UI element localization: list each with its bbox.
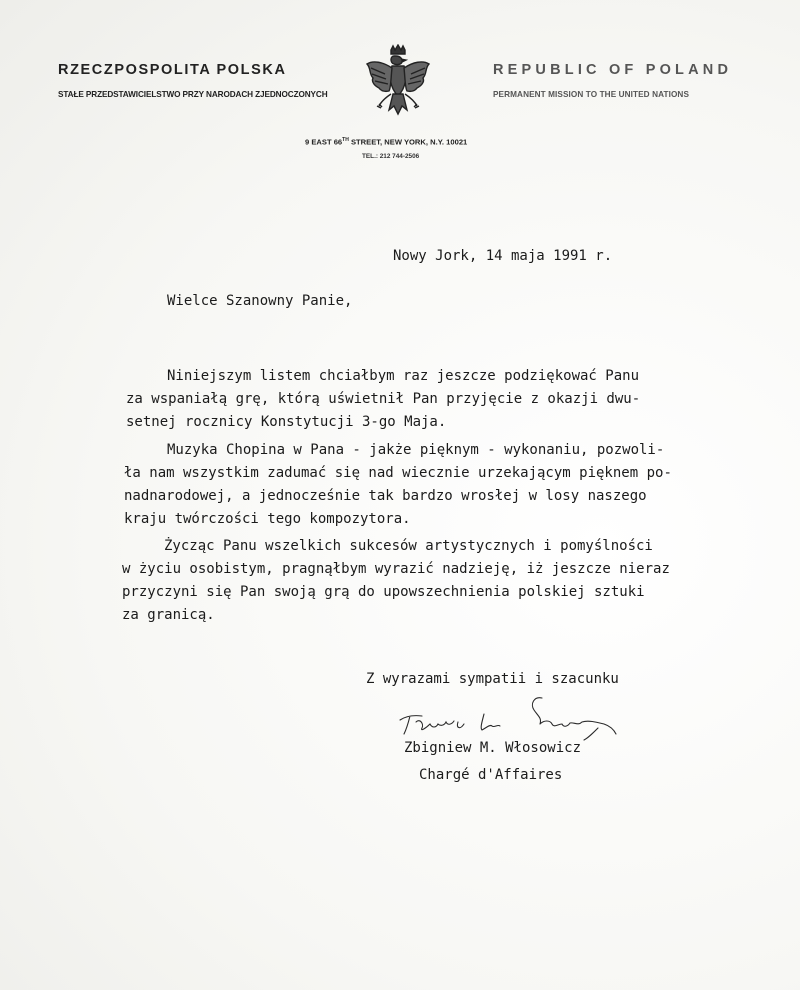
letter-date: Nowy Jork, 14 maja 1991 r.: [393, 248, 613, 264]
letterhead-left: [58, 62, 328, 99]
body-line: setnej rocznicy Konstytucji 3-go Maja.: [126, 414, 447, 430]
letterhead-right-subtitle: PERMANENT MISSION TO THE UNITED NATIONS: [493, 90, 690, 99]
letterhead-phone: TEL.: 212 744-2506: [362, 153, 420, 160]
body-line: nadnarodowej, a jednocześnie tak bardzo wrosłej w losy naszego: [124, 488, 647, 504]
letterhead-right-title: REPUBLIC OF POLAND: [493, 62, 733, 78]
body-line: Muzyka Chopina w Pana - jakże pięknym - wykonaniu, pozwoli-: [167, 442, 665, 458]
signer-title: Chargé d'Affaires: [419, 767, 563, 783]
body-line: za granicą.: [122, 607, 215, 623]
letterhead-left-subtitle: STAŁE PRZEDSTAWICIELSTWO PRZY NARODACH ZJEDNOCZONYCH: [58, 90, 328, 99]
handwritten-signature-icon: [392, 688, 632, 748]
polish-eagle-icon: [363, 44, 433, 120]
address-street: STREET, NEW YORK, N.Y. 10021: [348, 137, 468, 147]
signer-name: Zbigniew M. Włosowicz: [404, 740, 582, 756]
letter-salutation: Wielce Szanowny Panie,: [167, 293, 353, 309]
address-ordinal: TH: [342, 137, 349, 143]
body-line: Niniejszym listem chciałbym raz jeszcze podziękować Panu: [167, 368, 640, 384]
body-line: za wspaniałą grę, którą uświetnił Pan przyjęcie z okazji dwu-: [126, 391, 641, 407]
letter-closing: Z wyrazami sympatii i szacunku: [366, 671, 619, 687]
letterhead-address: [305, 137, 467, 147]
letterhead-right: [493, 62, 732, 99]
address-number: 9 EAST 66: [305, 137, 343, 147]
body-line: w życiu osobistym, pragnąłbym wyrazić nadzieję, iż jeszcze nieraz: [122, 561, 670, 577]
body-line: Życząc Panu wszelkich sukcesów artystycznych i pomyślności: [164, 538, 653, 554]
body-line: ła nam wszystkim zadumać się nad wiecznie urzekającym pięknem po-: [124, 465, 672, 481]
body-line: kraju twórczości tego kompozytora.: [124, 511, 411, 527]
body-line: przyczyni się Pan swoją grą do upowszechnienia polskiej sztuki: [122, 584, 645, 600]
letterhead-left-title: RZECZPOSPOLITA POLSKA: [58, 62, 287, 78]
